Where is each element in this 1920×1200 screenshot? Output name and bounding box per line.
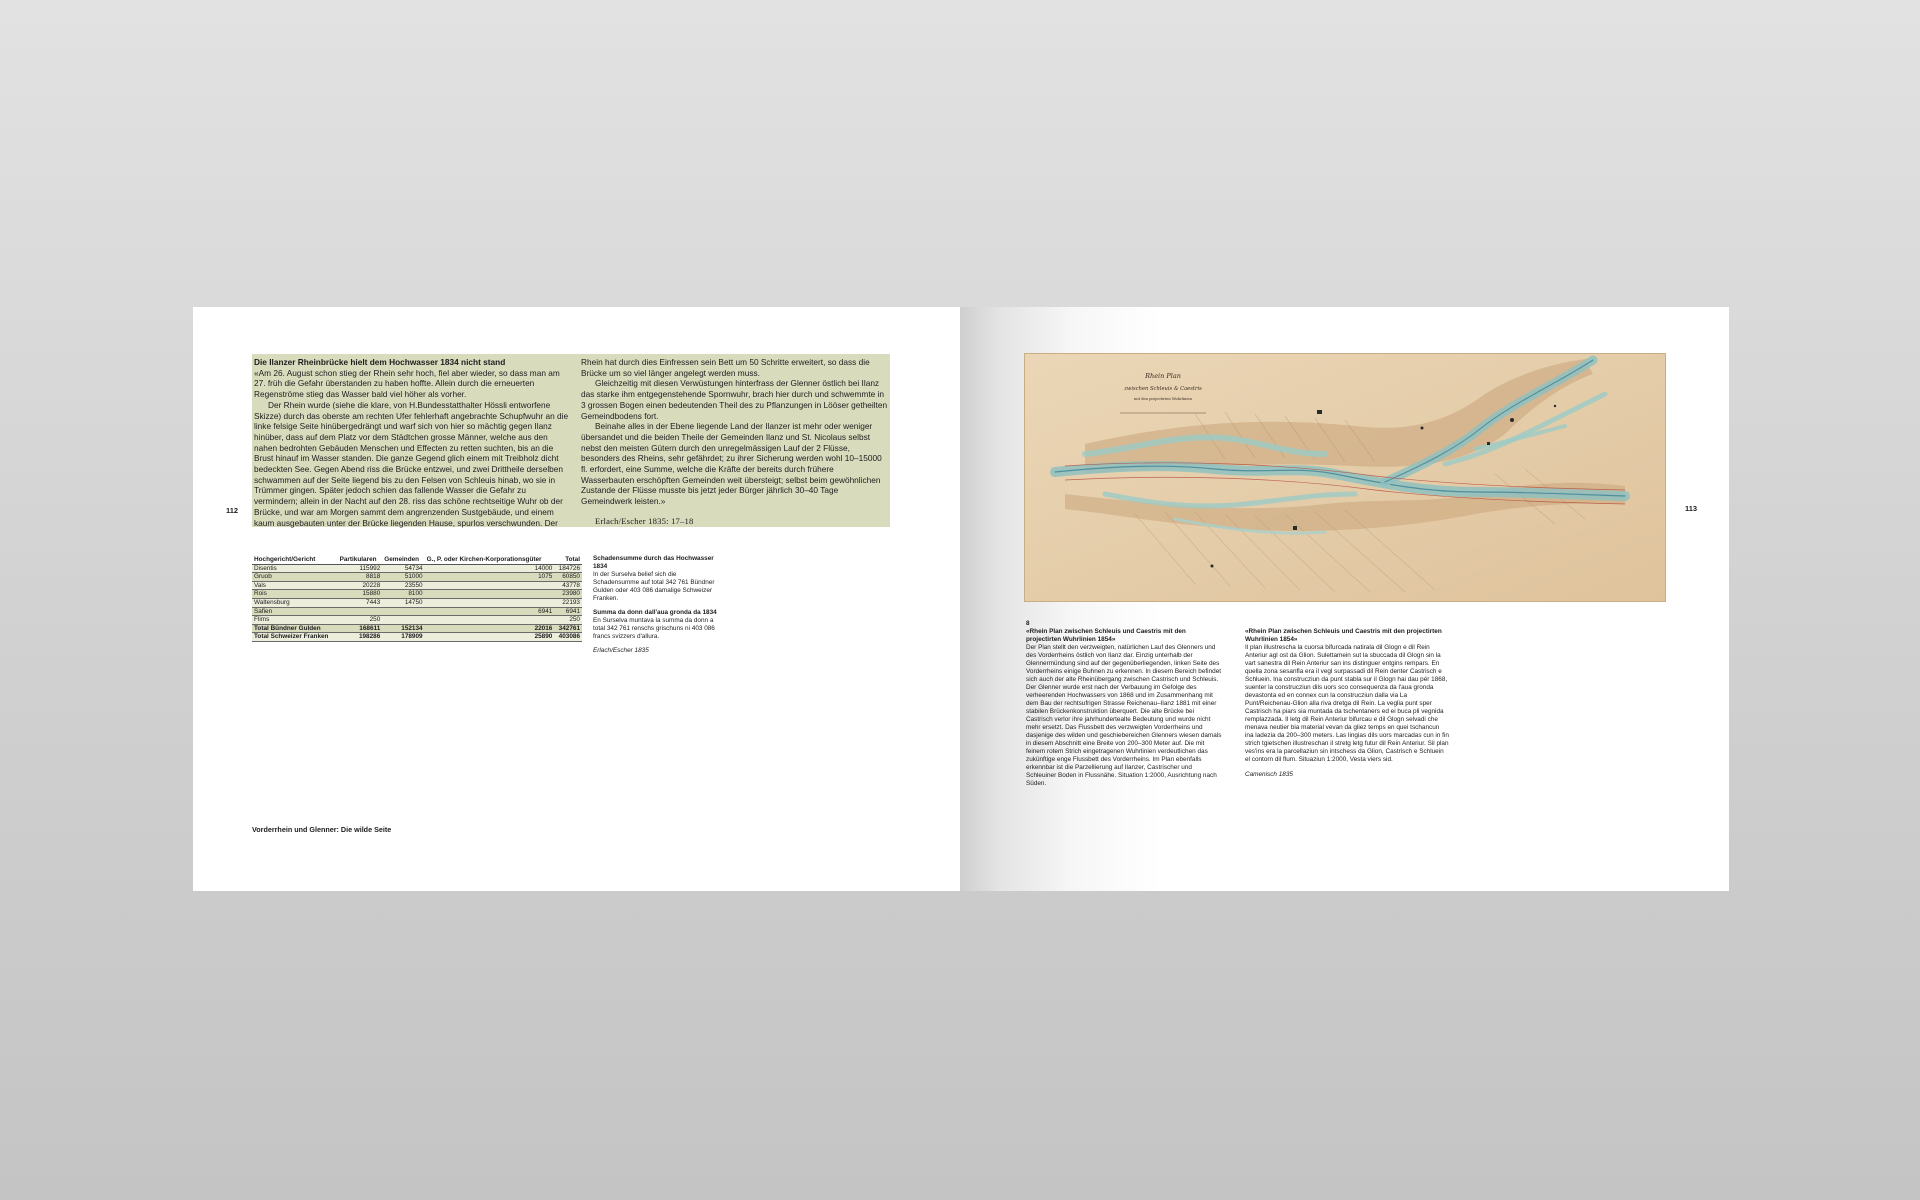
map-title-line-3: mit den projectirten Wuhrlinien [1134, 397, 1192, 401]
value-cell: 14000 [425, 564, 555, 573]
value-cell [382, 607, 424, 616]
table-row [252, 564, 582, 573]
value-cell [425, 590, 555, 599]
value-cell: 25890 [425, 633, 555, 642]
table-row [252, 581, 582, 590]
row-label-cell: Disentis [252, 564, 338, 573]
map-caption-de [1026, 620, 1222, 788]
map-title-line-1: Rhein Plan [1145, 372, 1181, 380]
caption-title: «Rhein Plan zwischen Schleuis und Caestris mit den projectirten Wuhrlinien 1854» [1245, 628, 1442, 643]
row-label-cell: Safien [252, 607, 338, 616]
damage-sidenote [593, 555, 723, 661]
table-row [252, 616, 582, 625]
value-cell: 14750 [382, 598, 424, 607]
value-cell: 250 [554, 616, 582, 625]
table-row [252, 590, 582, 599]
running-footer: Vorderrhein und Glenner: Die wilde Seite [252, 825, 392, 834]
table-header-row [252, 556, 582, 564]
quote-column-1 [254, 357, 572, 528]
quote-source: Erlach/Escher 1835: 17–18 [595, 515, 694, 526]
sidenote-text-rm: En Surselva muntava la summa da donn a total 342 761 renschs grischuns ni 403 086 francs svizzers d'allura. [593, 617, 715, 640]
value-cell: 342761 [554, 624, 582, 633]
quote-paragraph: Gleichzeitig mit diesen Verwüstungen hinterfrass der Glenner östlich bei Ilanz das starke ihm entgegenstehende Spornwuhr, brach hier durch und schwemmte in 3 grossen Bogen einen bedeutenden Theil des zu Pflanzungen in Lööser getheilten Gemeindbodens fort. [581, 378, 888, 421]
value-cell: 8818 [338, 573, 383, 582]
caption-source: Camenisch 1835 [1245, 771, 1293, 778]
table-row [252, 624, 582, 633]
caption-number: 8 [1026, 620, 1030, 627]
value-cell: 6941 [554, 607, 582, 616]
sidenote-source: Erlach/Escher 1835 [593, 647, 649, 654]
table-row [252, 633, 582, 642]
quote-paragraph: «Am 26. August schon stieg der Rhein sehr hoch, fiel aber wieder, so dass man am 27. früh die Gefahr überstanden zu haben hoffte. Allein durch die erneuerten Regenströme stieg das Wasser bald viel höher als vorher. [254, 367, 560, 400]
column-header: Partikularen [338, 556, 383, 564]
sidenote-text-de: In der Surselva belief sich die Schadensumme auf total 342 761 Bündner Gulden oder 403 086 damalige Schweizer Franken. [593, 571, 715, 602]
caption-text: Il plan illustrescha la cuorsa bifurcada natirala dil Glogn e dil Rein Anteriur agl ost da Glion. Sulettamein sut la sbuccada dil Glogn sin la vart sanestra dil Rein Anteriur san ins distinguer entgins rempars. En quella zona sesanfla era il vegl surpassadi dil Rein denter Castrisch e Schluein. Ina construcziun da punt stabla sur il Glogn hai dau pér 1868, suenter la construcziun dils uors sco consequenza da l'aua gronda devastonta ed en connex cun la construcziun dalla via La Punt/Reichenau-Glion alla riva dretga dil Rein. La veglia punt sper Castrisch ha piars sia muntada da tschentaners ed ei buca pli vegnida remplazzada. Il letg dil Rein Anteriur bifurcau e dil Glogn selvadi che menava neutier bia material vevan da gliez temps en quei tschancun ina ladezia da 200–300 meters. Las lingias dils uors marcadas cun in fin strich tgietschen illustreschan il stretg letg futur dil Rein Anteriur. Sil plan ves'ins era la parcellaziun sin intschess da Glion, Castrisch e Schluein el contorn dil flum. Situaziun 1:2000, Vesta viers sid. [1245, 644, 1449, 763]
row-label-cell: Vals [252, 581, 338, 590]
value-cell [425, 581, 555, 590]
value-cell: 23980 [554, 590, 582, 599]
value-cell: 184726 [554, 564, 582, 573]
value-cell [425, 598, 555, 607]
value-cell: 60850 [554, 573, 582, 582]
historic-river-map [1024, 353, 1666, 602]
quote-paragraph: Beinahe alles in der Ebene liegende Land der Ilanzer ist mehr oder weniger übersandet und die beiden Theile der Gemeinden Ilanz und St. Nicolaus selbst nebst den meisten Gütern durch den unregelmässigen Lauf der 2 Flüsse, besonders des Rheins, sehr gefährdet; zu ihrer Sicherung werden wohl 10–15000 fl. erfordert, eine Summe, welche die Kräfte der bereits durch frühere Wasserbauten erschöpften Gemeinden weit übersteigt; selbst beim gewöhnlichen Zustande der Flüsse musste bis jetzt jeder Bürger jährlich 30–40 Tage Gemeindwerk leisten.» [581, 421, 882, 507]
quote-box [252, 354, 890, 527]
row-label-cell: Flims [252, 616, 338, 625]
right-page [960, 307, 1729, 891]
map-caption-rm [1245, 620, 1449, 779]
table-row [252, 573, 582, 582]
page-number: 112 [226, 506, 239, 515]
value-cell: 7443 [338, 598, 383, 607]
value-cell: 22193 [554, 598, 582, 607]
sidenote-title-rm: Summa da donn dall'aua gronda da 1834 [593, 609, 717, 616]
value-cell: 178909 [382, 633, 424, 642]
table-row [252, 598, 582, 607]
value-cell: 1075 [425, 573, 555, 582]
value-cell: 23550 [382, 581, 424, 590]
river-map-drawing [1025, 354, 1665, 601]
value-cell [425, 616, 555, 625]
caption-title: «Rhein Plan zwischen Schleuis und Caestris mit den projectirten Wuhrlinien 1854» [1026, 628, 1186, 643]
sidenote-title-de: Schadensumme durch das Hochwasser 1834 [593, 555, 714, 570]
quote-paragraph: Rhein hat durch dies Einfressen sein Bett um 50 Schritte erweitert, so dass die Brücke um so viel länger angelegt werden muss. [581, 357, 870, 378]
page-number: 113 [1685, 504, 1698, 513]
value-cell: 168611 [338, 624, 383, 633]
table-row [252, 607, 582, 616]
quote-paragraph: Der Rhein wurde (siehe die klare, von H.Bundesstatthalter Hössli entworfene Skizze) durch das oberste am rechten Ufer fehlerhaft angebrachte Schupfwuhr an die linke felsige Seite hinübergedrängt und warf sich von hier so mächtig gegen Ilanz hinüber, dass auf dem Platz vor dem Städtchen grosse Männer, welche aus den nahen bedrohten Gebäuden Menschen und Effecten zu retten suchten, bis an die Brust hinauf im Wasser standen. Die ganze Gegend glich einem mit Treibholz dicht bedeckten See. Gegen Abend riss die Brücke entzwei, und zwei Drittheile derselben schwammen auf der Seite liegend bis zu den Felsen von Schleuis hinab, wo sie in Trümmer gingen. Später jedoch schien das fallende Wasser die Gefahr zu vermindern; allein in der Nacht auf den 28. riss das schöne rechtseitige Wuhr ob der Brücke, und war am Morgen sammt dem angrenzenden Sustgebäude, und einem kaum ausgebauten unter der Brücke liegenden Hause, spurlos verschwunden. Der [254, 399, 569, 528]
column-header: Total [554, 556, 582, 564]
row-label-cell: Rois [252, 590, 338, 599]
column-header: G., P. oder Kirchen-Korporationsgüter [425, 556, 555, 564]
value-cell: 22016 [425, 624, 555, 633]
value-cell [338, 607, 383, 616]
damage-table [252, 556, 582, 642]
row-label-cell: Gruob [252, 573, 338, 582]
row-label-cell: Waltensburg [252, 598, 338, 607]
value-cell: 115992 [338, 564, 383, 573]
quote-title: Die Ilanzer Rheinbrücke hielt dem Hochwasser 1834 nicht stand [254, 357, 506, 367]
value-cell: 20228 [338, 581, 383, 590]
value-cell: 8100 [382, 590, 424, 599]
value-cell: 250 [338, 616, 383, 625]
quote-column-2 [581, 357, 888, 527]
column-header: Gemeinden [382, 556, 424, 564]
value-cell [382, 616, 424, 625]
map-title-line-2: zwischen Schleuis & Caestris [1124, 386, 1202, 392]
value-cell: 54734 [382, 564, 424, 573]
column-header: Hochgericht/Gericht [252, 556, 338, 564]
value-cell: 43778 [554, 581, 582, 590]
row-label-cell: Total Schweizer Franken [252, 633, 338, 642]
caption-text: Der Plan stellt den verzweigten, natürlichen Lauf des Glenners und des Vorderrheins östlich von Ilanz dar. Einzig unterhalb der Glennermündung sind auf der gegenüberliegenden, linken Seite des Vorderrheins einige Buhnen zu erkennen. In diesem Bereich befindet sich auch der alte Rheinübergang zwischen Castrisch und Schleuis. Der Glenner wurde erst nach der Verbauung im Gefolge des verheerenden Hochwassers von 1868 und im Zusammenhang mit dem Bau der rechtsufrigen Strasse Reichenau–Ilanz 1881 mit einer stabilen Brückenkonstruktion überquert. Die alte Brücke bei Castrisch verlor ihre jahrhundertealte Bedeutung und wurde nicht mehr ersetzt. Das Flussbett des verzweigten Vorderrheins und dasjenige des wilden und geschiebereichen Glenners wiesen damals in diesem Abschnitt eine Breite von 200–300 Meter auf. Die mit feinem rotem Strich eingetragenen Wuhrlinien verdeutlichen das zukünftige enge Flussbett des Vorderrheins. Im Plan ebenfalls erkennbar ist die Parzellierung auf Ilanzer, Castrischer und Schleuiner Boden in Flussnähe. Situation 1:2000, Ausrichtung nach Süden. [1026, 644, 1222, 787]
value-cell: 152134 [382, 624, 424, 633]
value-cell: 198286 [338, 633, 383, 642]
value-cell: 51000 [382, 573, 424, 582]
value-cell: 6941 [425, 607, 555, 616]
value-cell: 15880 [338, 590, 383, 599]
value-cell: 403086 [554, 633, 582, 642]
left-page [193, 307, 960, 891]
row-label-cell: Total Bündner Gulden [252, 624, 338, 633]
